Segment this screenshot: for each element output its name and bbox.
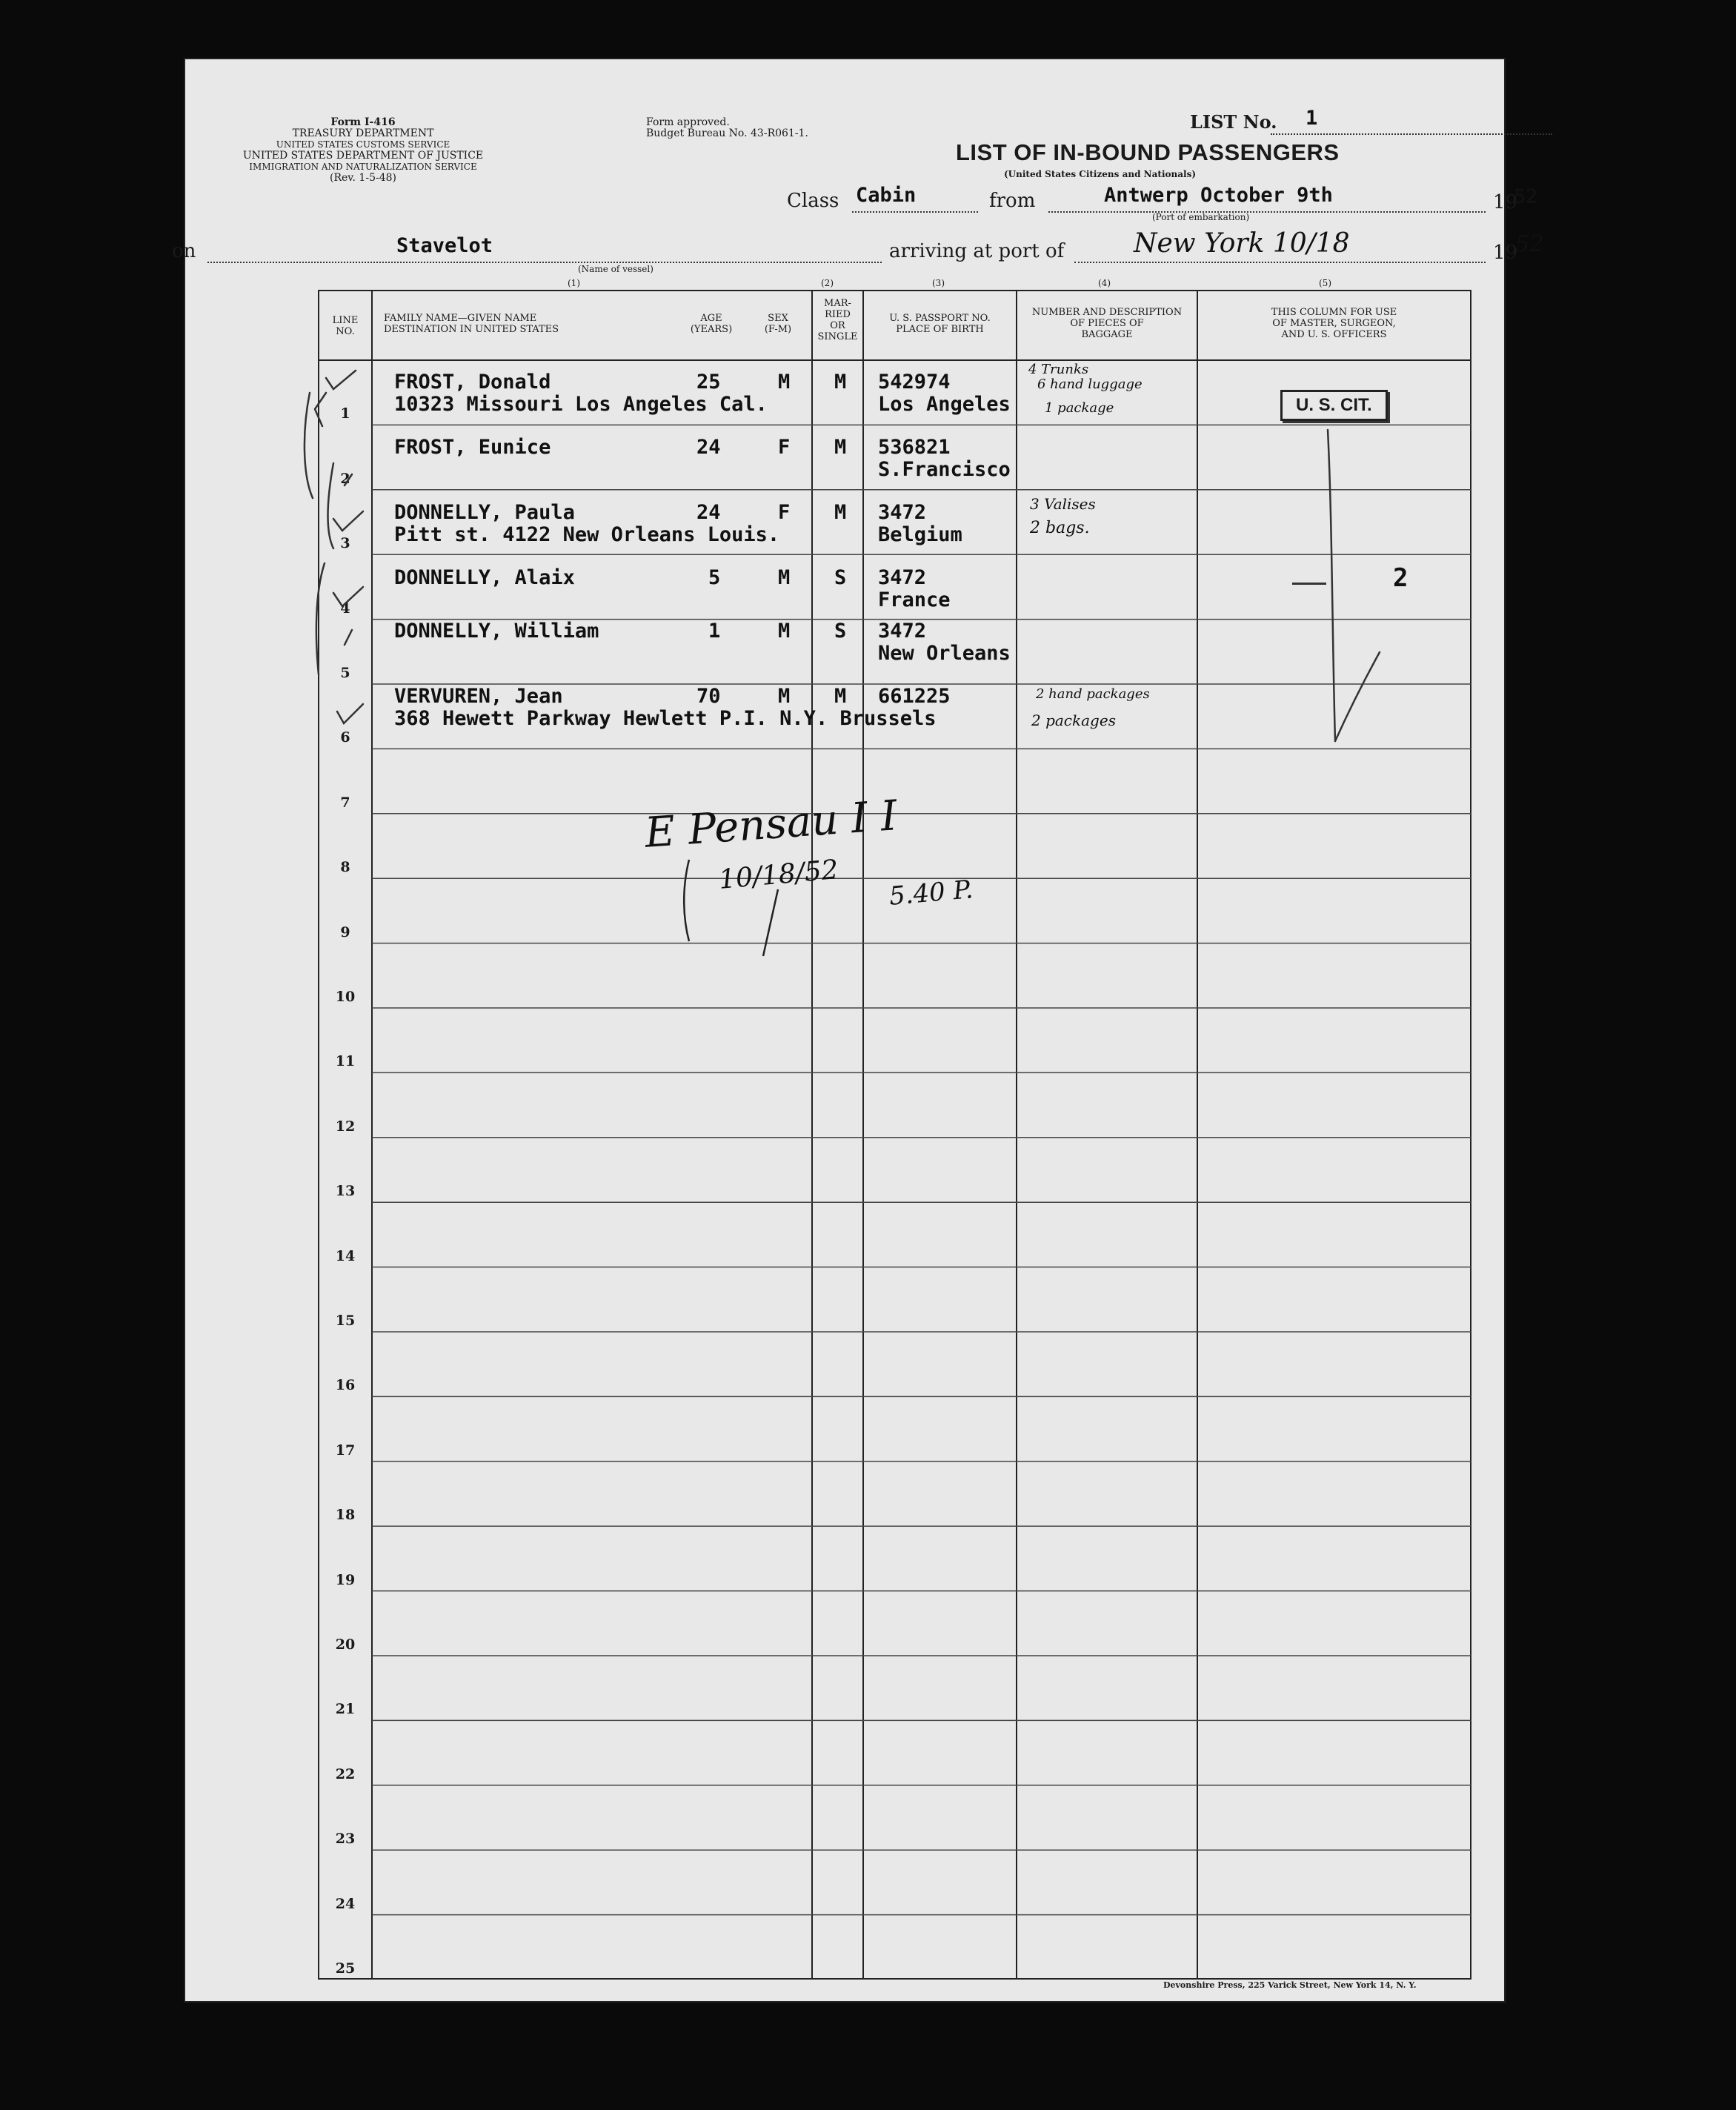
arriving-port: New York 10/18 xyxy=(1134,228,1350,259)
passenger-destination: 368 Hewett Parkway Hewlett P.I. N.Y. Brussels xyxy=(394,707,937,730)
line-number: 17 xyxy=(335,1441,356,1459)
treasury-dept: TREASURY DEPARTMENT xyxy=(292,127,434,139)
pencil-marks xyxy=(185,59,1504,875)
line-number: 16 xyxy=(335,1377,356,1394)
signature-date: 10/18/52 xyxy=(717,855,840,895)
baggage-note: 3 Valises xyxy=(1030,495,1096,513)
col-header-sex: SEX (F-M) xyxy=(764,313,792,335)
justice-dept: UNITED STATES DEPARTMENT OF JUSTICE xyxy=(242,150,484,162)
officer-signature: E Pensau I I xyxy=(643,792,899,857)
line-number: 23 xyxy=(335,1831,356,1848)
passenger-sex: M xyxy=(778,566,791,589)
form-rev: (Rev. 1-5-48) xyxy=(330,172,396,184)
from-label: from xyxy=(989,190,1036,212)
line-number: 3 xyxy=(340,535,350,552)
passenger-sex: M xyxy=(778,685,791,708)
passport-number: 3472 xyxy=(878,566,927,589)
passenger-sex: F xyxy=(778,501,791,524)
form-number: Form I-416 xyxy=(330,116,396,128)
passenger-marital: M xyxy=(834,685,847,708)
baggage-note: 2 bags. xyxy=(1030,519,1090,537)
from-value: Antwerp October 9th xyxy=(1104,184,1333,207)
arriving-label: arriving at port of xyxy=(889,240,1065,262)
passenger-age: 24 xyxy=(696,501,721,524)
passenger-name: FROST, Eunice xyxy=(394,436,551,459)
col-number-1: (1) xyxy=(568,278,580,288)
line-number: 12 xyxy=(335,1118,356,1135)
passenger-sex: M xyxy=(778,371,791,394)
birth-place: France xyxy=(878,588,951,611)
class-label: Class xyxy=(787,190,839,212)
birth-place: Belgium xyxy=(878,523,962,546)
line-number: 11 xyxy=(335,1053,356,1070)
passenger-name: DONNELLY, William xyxy=(394,620,599,643)
passenger-destination: Pitt st. 4122 New Orleans Louis. xyxy=(394,523,780,546)
signature-time: 5.40 P. xyxy=(888,875,974,912)
line-number: 5 xyxy=(340,665,350,681)
passenger-marital: S xyxy=(834,620,847,643)
baggage-note: 2 hand packages xyxy=(1036,686,1150,702)
line-number: 20 xyxy=(335,1636,356,1653)
col-header-baggage: NUMBER AND DESCRIPTION OF PIECES OF BAGGAGE xyxy=(1031,307,1183,340)
passenger-marital: S xyxy=(834,566,847,589)
passenger-marital: M xyxy=(834,501,847,524)
passenger-sex: M xyxy=(778,620,791,643)
birth-place: Los Angeles xyxy=(878,393,1011,416)
list-no-value: 1 xyxy=(1306,107,1318,130)
col-number-3: (3) xyxy=(932,278,945,288)
line-number: 7 xyxy=(340,794,350,811)
line-number: 18 xyxy=(335,1507,356,1524)
line-number: 19 xyxy=(335,1571,356,1588)
year-prefix-2: 19 xyxy=(1493,242,1518,264)
col-header-age: AGE (YEARS) xyxy=(690,313,733,335)
on-label: on xyxy=(172,240,196,262)
col-number-5: (5) xyxy=(1319,278,1331,288)
us-citizen-stamp: U. S. CIT. xyxy=(1280,390,1388,421)
birth-place: New Orleans xyxy=(878,642,1011,665)
passenger-destination: 10323 Missouri Los Angeles Cal. xyxy=(394,393,768,416)
passenger-age: 1 xyxy=(708,620,721,643)
page-subtitle: (United States Citizens and Nationals) xyxy=(1004,169,1196,179)
baggage-note: 4 Trunks xyxy=(1028,362,1089,377)
passport-number: 542974 xyxy=(878,371,951,394)
col-header-passport: U. S. PASSPORT NO. PLACE OF BIRTH xyxy=(889,313,991,335)
line-number: 14 xyxy=(335,1247,356,1264)
passenger-marital: M xyxy=(834,371,847,394)
line-number: 15 xyxy=(335,1313,356,1329)
col-header-line-no: LINE NO. xyxy=(332,315,359,337)
passenger-age: 25 xyxy=(696,371,721,394)
passenger-name: FROST, Donald xyxy=(394,371,551,394)
port-embarkation-caption: (Port of embarkation) xyxy=(1152,212,1250,222)
col-header-officers: THIS COLUMN FOR USE OF MASTER, SURGEON, AND U. S. OFFICERS xyxy=(1271,307,1397,340)
page-title: LIST OF IN-BOUND PASSENGERS xyxy=(956,139,1340,165)
baggage-note: 6 hand luggage xyxy=(1037,376,1143,392)
passenger-age: 24 xyxy=(696,436,721,459)
line-number: 10 xyxy=(335,989,356,1005)
passenger-name: VERVUREN, Jean xyxy=(394,685,563,708)
passport-number: 3472 xyxy=(878,620,927,643)
vessel-name: Stavelot xyxy=(396,234,493,257)
line-number: 22 xyxy=(335,1765,356,1782)
birth-place: S.Francisco xyxy=(878,458,1011,481)
baggage-note: 2 packages xyxy=(1031,711,1116,729)
year-value: 52 xyxy=(1514,185,1538,208)
printer-credit: Devonshire Press, 225 Varick Street, New York 14, N. Y. xyxy=(1163,1980,1417,1990)
form-approved: Form approved. xyxy=(646,116,730,128)
col-number-2: (2) xyxy=(821,278,834,288)
baggage-note: 1 package xyxy=(1045,400,1114,416)
passport-number: 536821 xyxy=(878,436,951,459)
col-header-married: MAR- RIED OR SINGLE xyxy=(817,298,858,342)
col-header-name: FAMILY NAME—GIVEN NAME DESTINATION IN UNITED STATES xyxy=(384,313,559,335)
line-number: 8 xyxy=(340,859,350,876)
passport-number: 3472 xyxy=(878,501,927,524)
passenger-sex: F xyxy=(778,436,791,459)
year-value-2: 52 xyxy=(1515,231,1544,257)
year-prefix: 19 xyxy=(1493,191,1518,213)
line-number: 25 xyxy=(335,1960,356,1977)
vessel-caption: (Name of vessel) xyxy=(578,264,654,274)
passenger-age: 5 xyxy=(708,566,721,589)
line-number: 24 xyxy=(335,1895,356,1912)
passport-number: 661225 xyxy=(878,685,951,708)
line-number: 2 xyxy=(340,470,350,487)
passenger-age: 70 xyxy=(696,685,721,708)
col-number-4: (4) xyxy=(1098,278,1111,288)
budget-bureau: Budget Bureau No. 43-R061-1. xyxy=(646,127,808,139)
passenger-name: DONNELLY, Alaix xyxy=(394,566,575,589)
line-number: 4 xyxy=(340,600,350,617)
ins-service: IMMIGRATION AND NATURALIZATION SERVICE xyxy=(249,162,477,172)
passenger-name: DONNELLY, Paula xyxy=(394,501,575,524)
line-number: 13 xyxy=(335,1183,356,1200)
line-number: 9 xyxy=(340,923,350,940)
customs-service: UNITED STATES CUSTOMS SERVICE xyxy=(276,139,450,150)
manifest-page xyxy=(172,59,1544,2001)
signature-bracket xyxy=(674,845,822,993)
class-value: Cabin xyxy=(856,184,917,207)
line-number: 1 xyxy=(340,405,350,422)
list-no-label: LIST No. xyxy=(1190,111,1277,133)
line-number: 6 xyxy=(340,729,350,746)
passenger-marital: M xyxy=(834,436,847,459)
family-count: 2 xyxy=(1393,563,1409,593)
line-number: 21 xyxy=(335,1701,356,1718)
